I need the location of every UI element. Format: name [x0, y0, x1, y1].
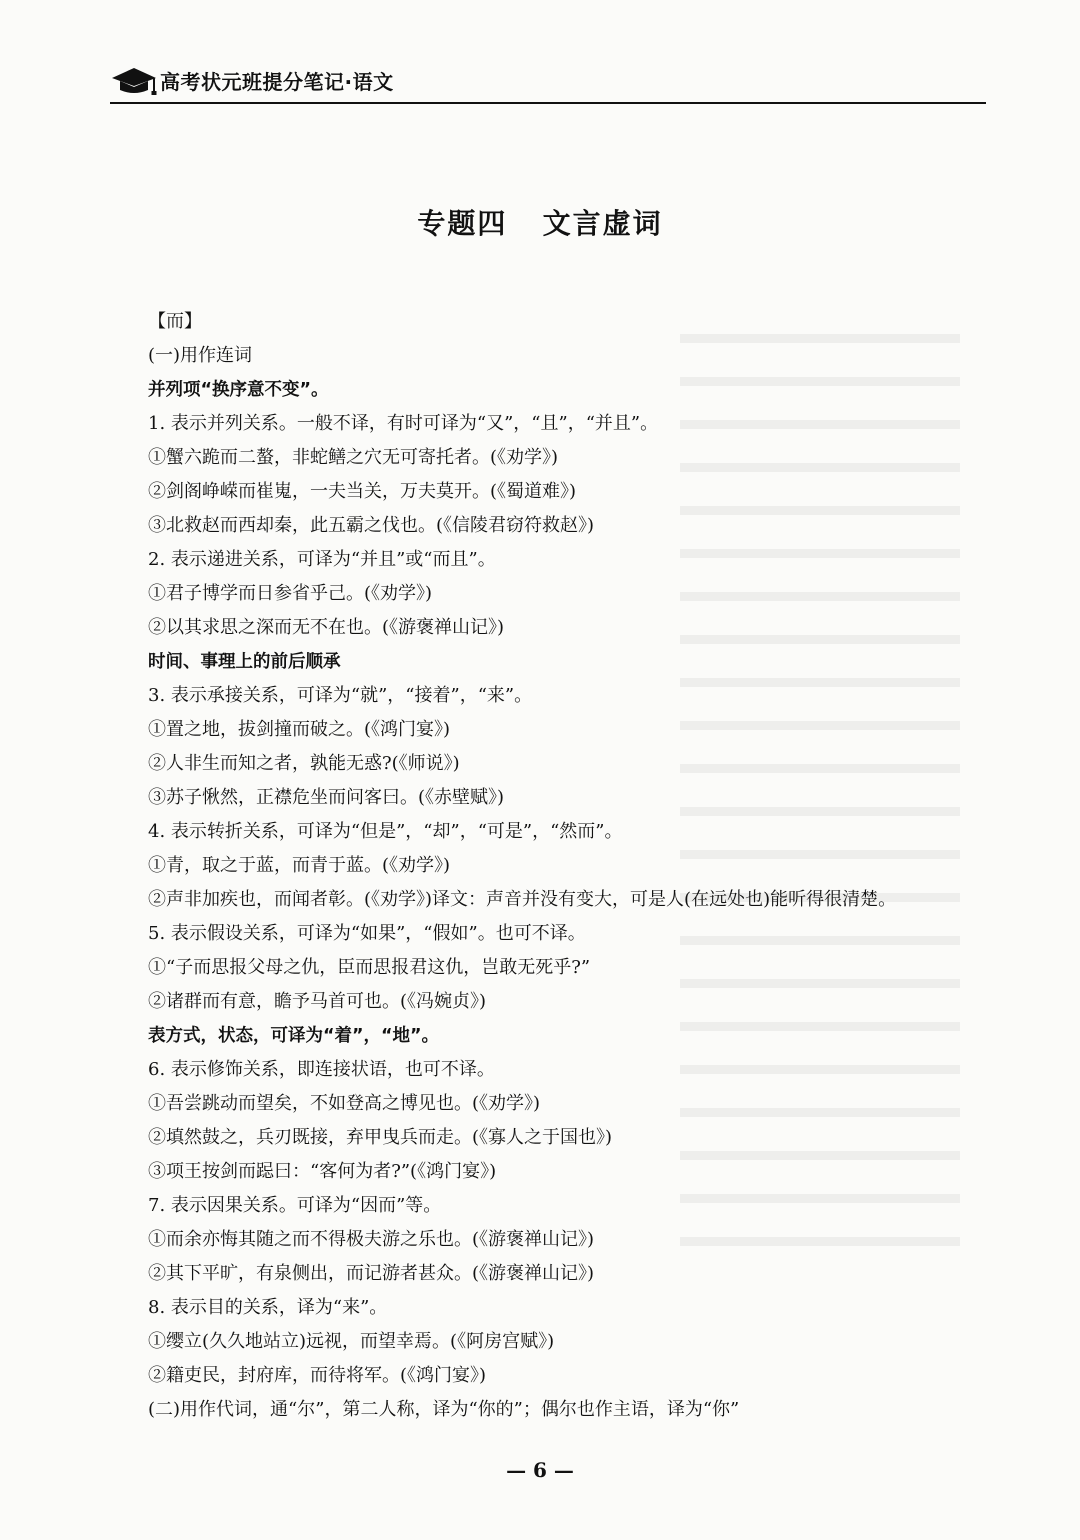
text-line: (二)用作代词，通“尔”，第二人称，译为“你的”；偶尔也作主语，译为“你” [148, 1399, 740, 1420]
text-line: ②剑阁峥嵘而崔嵬，一夫当关，万夫莫开。(《蜀道难》) [148, 481, 577, 502]
text-line: (一)用作连词 [148, 345, 253, 366]
header-rule [110, 102, 986, 104]
text-line: 5. 表示假设关系，可译为“如果”，“假如”。也可不译。 [148, 923, 586, 944]
text-line: ③苏子愀然，正襟危坐而问客曰。(《赤壁赋》) [148, 787, 505, 808]
text-line: ②声非加疾也，而闻者彰。(《劝学》)译文：声音并没有变大，可是人(在远处也)能听得很清楚。 [148, 889, 897, 910]
text-line: ①君子博学而日参省乎己。(《劝学》) [148, 583, 433, 604]
section-heading: 【而】 [148, 311, 202, 332]
page-title: 专题四 文言虚词 [417, 207, 663, 240]
text-line: 8. 表示目的关系，译为“来”。 [148, 1297, 388, 1318]
text-line: ③项王按剑而跽曰：“客何为者?”(《鸿门宴》) [148, 1161, 497, 1182]
text-line: 6. 表示修饰关系，即连接状语，也可不译。 [148, 1059, 495, 1080]
text-line: ③北救赵而西却秦，此五霸之伐也。(《信陵君窃符救赵》) [148, 515, 595, 536]
text-line: 1. 表示并列关系。一般不译，有时可译为“又”，“且”，“并且”。 [148, 413, 659, 434]
text-line: ②其下平旷，有泉侧出，而记游者甚众。(《游褒禅山记》) [148, 1263, 595, 1284]
body-text [148, 305, 1048, 1427]
text-line: 7. 表示因果关系。可译为“因而”等。 [148, 1195, 442, 1216]
text-line: ②籍吏民，封府库，而待将军。(《鸿门宴》) [148, 1365, 487, 1386]
header-title: 高考状元班提分笔记·语文 [160, 70, 394, 94]
text-line: ②诸群而有意，瞻予马首可也。(《冯婉贞》) [148, 991, 487, 1012]
bold-heading-line: 表方式，状态，可译为“着”，“地”。 [148, 1026, 440, 1046]
text-line: ①青，取之于蓝，而青于蓝。(《劝学》) [148, 855, 451, 876]
text-line: ②填然鼓之，兵刃既接，弃甲曳兵而走。(《寡人之于国也》) [148, 1127, 613, 1148]
text-line: 3. 表示承接关系，可译为“就”，“接着”，“来”。 [148, 685, 533, 706]
bold-heading-line: 并列项“换序意不变”。 [148, 380, 329, 400]
text-line: ①置之地，拔剑撞而破之。(《鸿门宴》) [148, 719, 451, 740]
text-line: ①“子而思报父母之仇，臣而思报君这仇，岂敢无死乎?” [148, 957, 591, 978]
running-header [110, 58, 986, 104]
text-line: ②人非生而知之者，孰能无惑?(《师说》) [148, 753, 460, 774]
text-line: ①而余亦悔其随之而不得极夫游之乐也。(《游褒禅山记》) [148, 1229, 595, 1250]
text-line: 4. 表示转折关系，可译为“但是”，“却”，“可是”，“然而”。 [148, 821, 623, 842]
text-line: ②以其求思之深而无不在也。(《游褒禅山记》) [148, 617, 505, 638]
text-line: ①吾尝跳动而望矣，不如登高之博见也。(《劝学》) [148, 1093, 541, 1114]
text-line: 2. 表示递进关系，可译为“并且”或“而且”。 [148, 549, 496, 570]
text-line: ①缨立(久久地站立)远视，而望幸焉。(《阿房宫赋》) [148, 1331, 555, 1352]
text-line: ①蟹六跪而二螯，非蛇鳝之穴无可寄托者。(《劝学》) [148, 447, 559, 468]
graduation-cap-icon [110, 64, 160, 98]
page-number: — 6 — [506, 1458, 574, 1482]
bold-heading-line: 时间、事理上的前后顺承 [148, 652, 341, 672]
